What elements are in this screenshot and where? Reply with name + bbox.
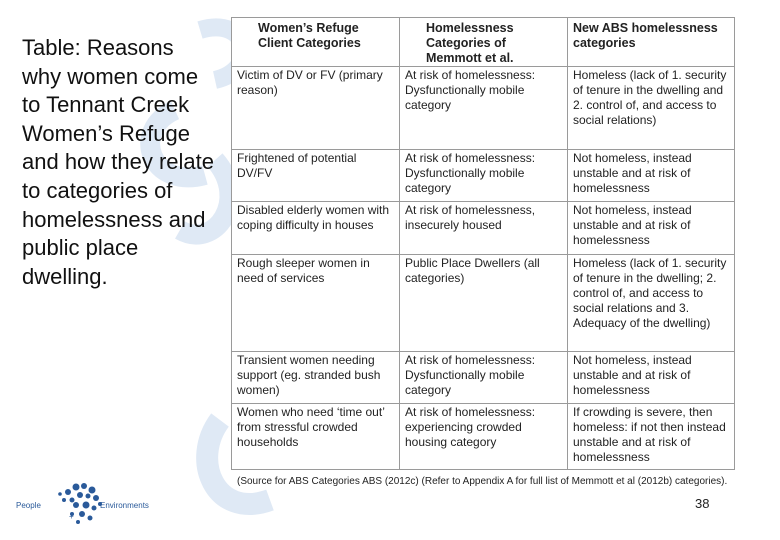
table-cell: Transient women needing support (eg. stranded bush women) [232,352,400,404]
table-cell: Rough sleeper women in need of services [232,255,400,352]
table-cell: Not homeless, instead unstable and at risk of homelessness [568,202,735,255]
table-cell: Not homeless, instead unstable and at risk of homelessness [568,150,735,202]
table-cell: At risk of homelessness: experiencing crowded housing category [400,404,568,470]
table-cell: Frightened of potential DV/FV [232,150,400,202]
table-cell: At risk of homelessness, insecurely housed [400,202,568,255]
table-cell: If crowding is severe, then homeless: if not then instead unstable and at risk of homelessness [568,404,735,470]
table-row [232,255,735,352]
homelessness-table-container [231,17,734,472]
logo-plus: + [69,512,74,521]
homelessness-categories-table [231,17,735,470]
header-abs-categories: New ABS homelessness categories [568,18,735,67]
table-cell: Homeless (lack of 1. security of tenure in the dwelling; 2. control of, and access to social relations and 3. Adequacy of the dwelling) [568,255,735,352]
table-header-row [232,18,735,67]
table-row [232,404,735,470]
page-number: 38 [695,496,710,511]
table-cell: Disabled elderly women with coping difficulty in houses [232,202,400,255]
table-cell: At risk of homelessness: Dysfunctionally mobile category [400,352,568,404]
logo-text-environments: Environments [100,501,149,510]
table-cell: At risk of homelessness: Dysfunctionally mobile category [400,67,568,150]
header-memmott-categories: Homelessness Categories of Memmott et al. [400,18,568,67]
table-row [232,202,735,255]
table-row [232,67,735,150]
table-cell: At risk of homelessness: Dysfunctionally mobile category [400,150,568,202]
table-cell: Not homeless, instead unstable and at risk of homelessness [568,352,735,404]
table-row [232,150,735,202]
source-note: (Source for ABS Categories ABS (2012c) (Refer to Appendix A for full list of Memmott et al (2012b) categories). [237,476,728,487]
people-environments-logo [16,478,166,530]
table-cell: Women who need ‘time out’ from stressful crowded households [232,404,400,470]
slide-title: Table: Reasons why women come to Tennant Creek Women’s Refuge and how they relate to categories of homelessness and public place dwelling. [22,35,215,289]
table-cell: Public Place Dwellers (all categories) [400,255,568,352]
table-row [232,352,735,404]
table-cell: Victim of DV or FV (primary reason) [232,67,400,150]
table-cell: Homeless (lack of 1. security of tenure in the dwelling and 2. control of, and access to social relations) [568,67,735,150]
header-refuge-categories: Women’s Refuge Client Categories [232,18,400,67]
logo-text-people: People [16,501,41,510]
